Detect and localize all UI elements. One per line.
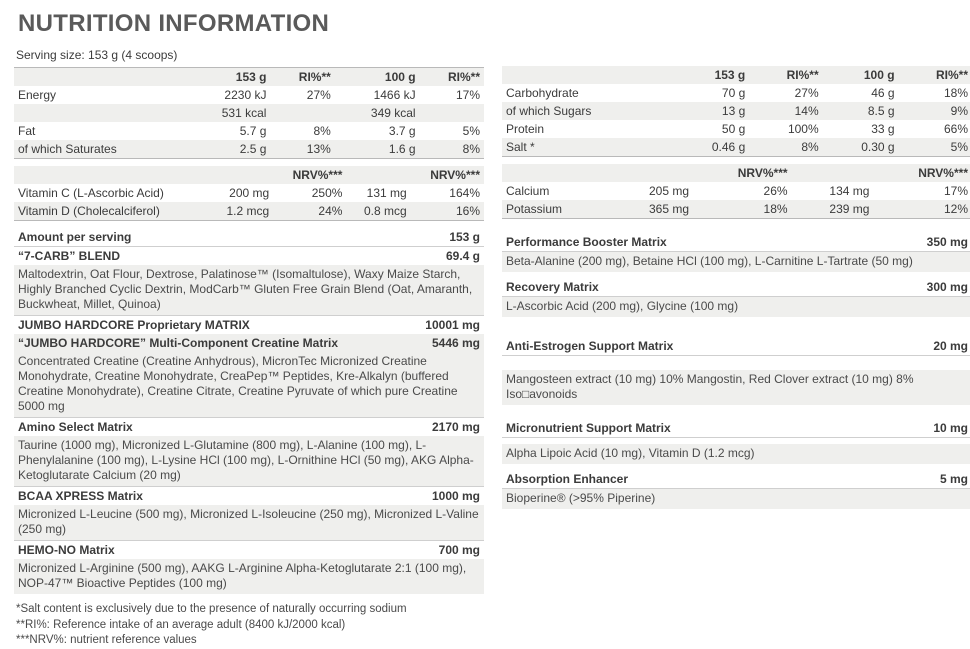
row-label: Energy — [18, 88, 57, 102]
cell: 33 g — [871, 122, 895, 136]
blend-value: 69.4 g — [445, 249, 480, 263]
cell: 17% — [943, 184, 968, 198]
matrix-row — [502, 337, 970, 355]
row-label: Carbohydrate — [506, 86, 579, 100]
cell: 531 kcal — [186, 104, 271, 122]
cell — [270, 104, 334, 122]
matrix-value: 5 mg — [939, 472, 968, 486]
blend-value: 5446 mg — [431, 336, 480, 350]
cell: 131 mg — [366, 186, 407, 200]
col-header-ri2: RI%** — [899, 66, 970, 84]
table-row — [14, 122, 484, 140]
matrix-ingredients: Alpha Lipoic Acid (10 mg), Vitamin D (1.2 mcg) — [502, 444, 970, 464]
cell: 13 g — [673, 102, 749, 120]
amount-per-serving-header — [14, 228, 484, 246]
col-header-blank3 — [346, 166, 410, 184]
row-label: Salt * — [502, 138, 673, 156]
blend-name: JUMBO HARDCORE Proprietary MATRIX — [18, 318, 250, 332]
col-header-ri2: RI%** — [420, 68, 484, 86]
table-header-row — [502, 164, 970, 182]
macro-table — [502, 66, 970, 156]
matrix-name: Performance Booster Matrix — [506, 235, 667, 249]
matrix-row — [502, 470, 970, 488]
blend-row — [14, 487, 484, 505]
blend-name: “7-CARB” BLEND — [18, 249, 120, 263]
matrix-ingredients: L-Ascorbic Acid (200 mg), Glycine (100 mg) — [502, 297, 970, 317]
matrix-ingredients: Bioperine® (>95% Piperine) — [502, 489, 970, 509]
table-header-row — [502, 66, 970, 84]
col-header-blank — [502, 164, 611, 182]
spacer — [502, 157, 970, 164]
blend-row — [14, 316, 484, 334]
cell: 26% — [763, 184, 788, 198]
row-label: Protein — [506, 122, 545, 136]
cell: 50 g — [721, 122, 746, 136]
blend-value: 2170 mg — [431, 420, 480, 434]
cell: 12% — [873, 200, 970, 218]
footnote-salt: *Salt content is exclusively due to the presence of naturally occurring sodium — [16, 603, 407, 615]
matrix-ingredients: Mangosteen extract (10 mg) 10% Mangostin, Red Clover extract (10 mg) 8% Iso□avonoids — [502, 370, 970, 405]
cell: 18% — [943, 86, 968, 100]
footnotes — [0, 594, 970, 649]
cell: 16% — [411, 202, 484, 220]
col-header-blank2 — [611, 164, 693, 182]
spacer — [502, 356, 970, 370]
cell: 5.7 g — [239, 124, 267, 138]
spacer — [14, 221, 484, 228]
blend-name: HEMO-NO Matrix — [18, 543, 115, 557]
row-label: Vitamin D (Cholecalciferol) — [14, 202, 209, 220]
blend-row — [14, 541, 484, 559]
row-label: of which Sugars — [502, 102, 673, 120]
col-header-blank — [14, 166, 209, 184]
cell — [420, 104, 484, 122]
blend-ingredients: Concentrated Creatine (Creatine Anhydrous), MicronTec Micronized Creatine Monohydrate, Creatine Monohydrate, CreaPep™ Peptides, Kre-Alkalyn (buffered Creatine Monohydrate), Creatine Citrate, Creatine Pyruvate of which pure Creatine 5000 mg — [14, 352, 484, 417]
amount-value: 153 g — [449, 230, 480, 244]
cell: 1.2 mcg — [209, 202, 273, 220]
col-header-100g: 100 g — [823, 66, 899, 84]
blend-value: 1000 mg — [431, 489, 480, 503]
matrix-name: Recovery Matrix — [506, 280, 599, 294]
col-header-ri1: RI%** — [270, 68, 334, 86]
table-row — [14, 86, 484, 104]
col-header-nrv1: NRV%*** — [693, 164, 792, 182]
page-title: NUTRITION INFORMATION — [18, 10, 330, 37]
cell: 1.6 g — [335, 140, 420, 158]
matrix-row — [502, 419, 970, 437]
col-header-nrv2: NRV%*** — [873, 164, 970, 182]
col-header-blank — [502, 66, 673, 84]
cell: 349 kcal — [335, 104, 420, 122]
amount-label: Amount per serving — [18, 230, 132, 244]
cell: 239 mg — [792, 200, 874, 218]
cell: 200 mg — [229, 186, 270, 200]
spacer — [502, 317, 970, 337]
cell: 8.5 g — [823, 102, 899, 120]
cell: 66% — [943, 122, 968, 136]
spacer — [502, 46, 970, 66]
matrix-name: Anti-Estrogen Support Matrix — [506, 339, 674, 353]
cell: 14% — [749, 102, 822, 120]
table-row — [14, 184, 484, 202]
table-row — [14, 104, 484, 122]
two-column-layout — [0, 46, 970, 594]
col-header-nrv1: NRV%*** — [273, 166, 346, 184]
table-row — [14, 140, 484, 158]
energy-table — [14, 68, 484, 158]
blend-value: 10001 mg — [425, 318, 480, 332]
col-header-153g: 153 g — [186, 68, 271, 86]
matrix-row — [502, 278, 970, 296]
cell: 134 mg — [829, 184, 870, 198]
cell: 27% — [306, 88, 331, 102]
table-row — [14, 202, 484, 220]
blend-ingredients: Micronized L-Arginine (500 mg), AAKG L-Arginine Alpha-Ketoglutarate 2:1 (100 mg), NOP-47™ Bioactive Peptides (100 mg) — [14, 559, 484, 594]
footnote-nrv: ***NRV%: nutrient reference values — [16, 634, 197, 647]
cell: 0.46 g — [673, 138, 749, 156]
matrix-name: Absorption Enhancer — [506, 472, 629, 486]
spacer — [502, 219, 970, 233]
cell: 70 g — [721, 86, 746, 100]
row-label: Potassium — [502, 200, 611, 218]
matrix-value: 10 mg — [933, 421, 968, 435]
blend-ingredients: Maltodextrin, Oat Flour, Dextrose, Palatinose™ (Isomaltulose), Waxy Maize Starch, Highly Branched Cyclic Dextrin, ModCarb™ Gluten Free Grain Blend (Oat, Amaranth, Buckwheat, Millet, Quinoa) — [14, 265, 484, 315]
cell: 1466 kJ — [373, 88, 416, 102]
cell: 250% — [311, 186, 343, 200]
table-row — [502, 102, 970, 120]
cell: 365 mg — [611, 200, 693, 218]
cell: 0.8 mcg — [346, 202, 410, 220]
row-label: of which Saturates — [14, 140, 186, 158]
cell: 17% — [455, 88, 480, 102]
cell: 8% — [420, 140, 484, 158]
right-column — [502, 46, 970, 594]
cell: 8% — [749, 138, 822, 156]
table-row — [502, 200, 970, 218]
blend-name: Amino Select Matrix — [18, 420, 133, 434]
table-row — [502, 84, 970, 102]
table-row — [502, 138, 970, 156]
cell: 9% — [899, 102, 970, 120]
blend-ingredients: Taurine (1000 mg), Micronized L-Glutamine (800 mg), L-Alanine (100 mg), L-Phenylalanine (100 mg), L-Lysine HCl (100 mg), L-Ornithine HCl (50 mg), AKG Alpha-Ketoglutarate Calcium (20 mg) — [14, 436, 484, 486]
cell: 13% — [270, 140, 334, 158]
spacer — [14, 159, 484, 166]
matrix-value: 300 mg — [926, 280, 968, 294]
col-header-blank — [14, 68, 186, 86]
table-header-row — [14, 68, 484, 86]
spacer — [502, 405, 970, 419]
row-label: Fat — [18, 124, 36, 138]
cell: 46 g — [871, 86, 895, 100]
blend-name: BCAA XPRESS Matrix — [18, 489, 143, 503]
row-label: Vitamin C (L-Ascorbic Acid) — [18, 186, 164, 200]
table-header-row — [14, 166, 484, 184]
matrix-name: Micronutrient Support Matrix — [506, 421, 671, 435]
col-header-153g: 153 g — [673, 66, 749, 84]
cell: 205 mg — [648, 184, 690, 198]
table-row — [502, 120, 970, 138]
cell: 18% — [693, 200, 792, 218]
matrix-value: 20 mg — [933, 339, 968, 353]
cell: 27% — [794, 86, 819, 100]
blend-value: 700 mg — [438, 543, 480, 557]
cell: 0.30 g — [823, 138, 899, 156]
blend-row — [14, 418, 484, 436]
col-header-blank2 — [209, 166, 273, 184]
cell: 164% — [449, 186, 480, 200]
cell: 24% — [273, 202, 346, 220]
col-header-blank3 — [792, 164, 874, 182]
cell: 5% — [899, 138, 970, 156]
matrix-row — [502, 233, 970, 251]
col-header-ri1: RI%** — [749, 66, 822, 84]
blend-row — [14, 334, 484, 352]
mineral-table — [502, 164, 970, 218]
cell: 8% — [313, 124, 331, 138]
col-header-100g: 100 g — [335, 68, 420, 86]
blend-row — [14, 247, 484, 265]
matrix-value: 350 mg — [926, 235, 968, 249]
row-label: Calcium — [506, 184, 550, 198]
cell: 100% — [787, 122, 819, 136]
blend-ingredients: Micronized L-Leucine (500 mg), Micronized L-Isoleucine (250 mg), Micronized L-Valine (250 mg) — [14, 505, 484, 540]
cell: 2.5 g — [186, 140, 271, 158]
cell: 2230 kJ — [224, 88, 267, 102]
left-column — [14, 46, 484, 594]
footnote-ri: **RI%: Reference intake of an average adult (8400 kJ/2000 kcal) — [16, 618, 346, 631]
vitamin-table — [14, 166, 484, 220]
matrix-ingredients: Beta-Alanine (200 mg), Betaine HCl (100 mg), L-Carnitine L-Tartrate (50 mg) — [502, 252, 970, 272]
blend-name: “JUMBO HARDCORE” Multi-Component Creatine Matrix — [18, 336, 339, 350]
cell: 3.7 g — [388, 124, 416, 138]
col-header-nrv2: NRV%*** — [411, 166, 484, 184]
cell: 5% — [462, 124, 480, 138]
serving-size: Serving size: 153 g (4 scoops) — [14, 46, 484, 68]
table-row — [502, 182, 970, 200]
row-label — [14, 104, 186, 122]
